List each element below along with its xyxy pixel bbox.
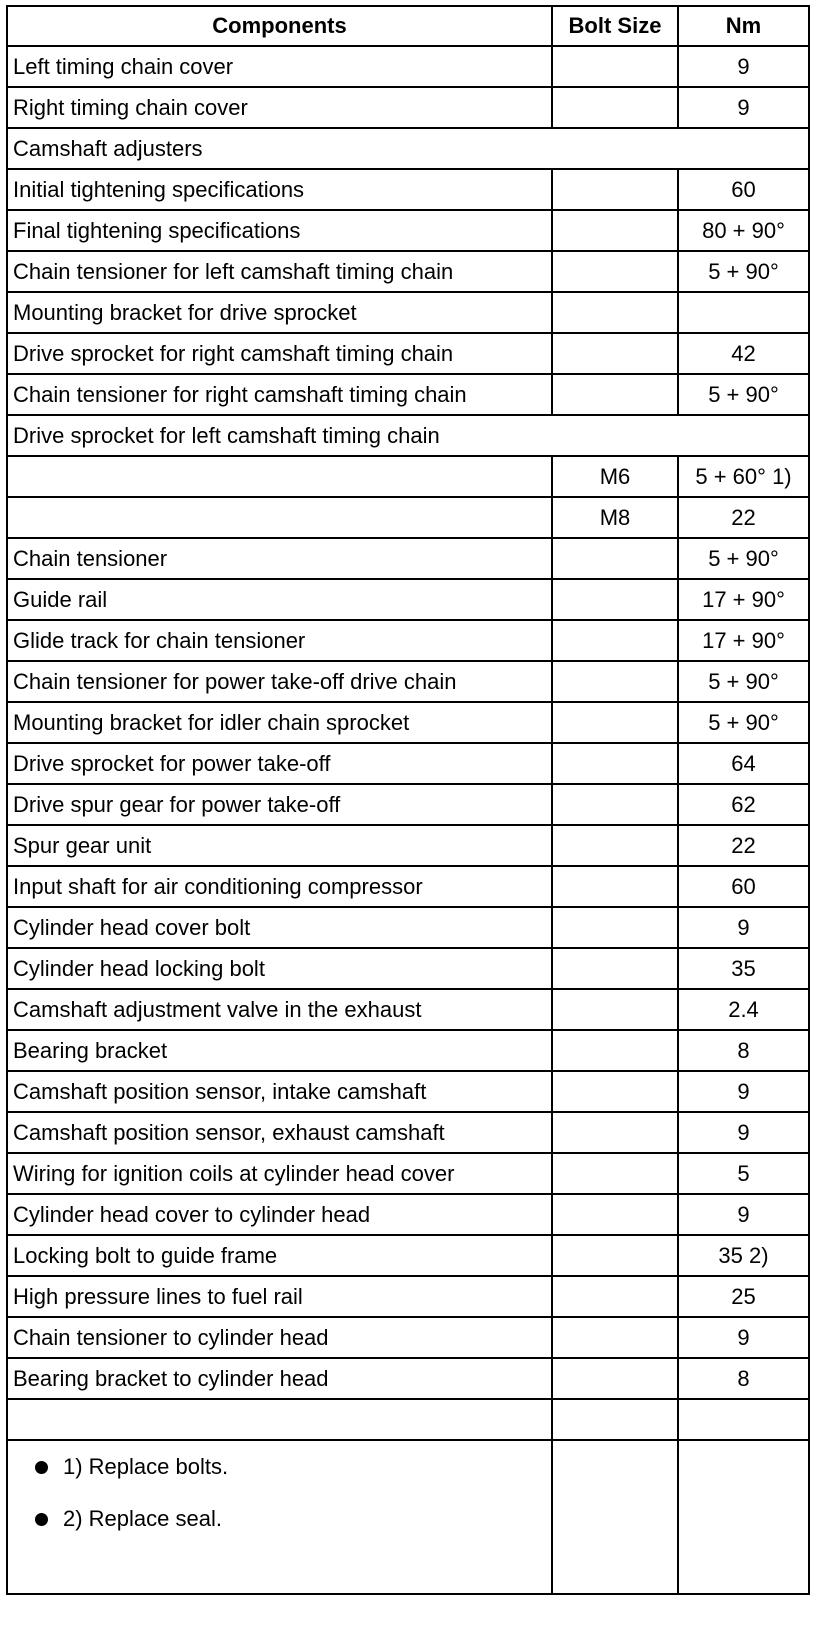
bolt-size-cell	[552, 1071, 678, 1112]
torque-value-cell: 60	[678, 866, 809, 907]
component-cell: Chain tensioner	[7, 538, 552, 579]
torque-value-cell: 25	[678, 1276, 809, 1317]
component-cell: Chain tensioner for right camshaft timing chain	[7, 374, 552, 415]
component-cell: Drive sprocket for power take-off	[7, 743, 552, 784]
bolt-size-cell	[552, 46, 678, 87]
bolt-size-cell	[552, 907, 678, 948]
torque-value-cell: 62	[678, 784, 809, 825]
torque-value-cell: 42	[678, 333, 809, 374]
component-cell: Spur gear unit	[7, 825, 552, 866]
note-text: 1) Replace bolts.	[63, 1454, 229, 1479]
table-row	[7, 1317, 809, 1358]
bolt-size-cell	[552, 866, 678, 907]
table-row	[7, 702, 809, 743]
table-row	[7, 538, 809, 579]
table-row	[7, 661, 809, 702]
table-row	[7, 251, 809, 292]
torque-value-cell: 22	[678, 825, 809, 866]
torque-value-cell: 5	[678, 1153, 809, 1194]
component-cell	[7, 497, 552, 538]
table-row	[7, 743, 809, 784]
torque-value-cell: 60	[678, 169, 809, 210]
torque-value-cell: 17 + 90°	[678, 579, 809, 620]
torque-value-cell: 9	[678, 87, 809, 128]
bolt-size-cell	[552, 702, 678, 743]
bullet-icon	[35, 1461, 48, 1474]
bolt-size-cell	[552, 1030, 678, 1071]
component-cell: Cylinder head cover bolt	[7, 907, 552, 948]
table-row	[7, 784, 809, 825]
empty-row	[7, 1399, 809, 1440]
bolt-size-cell	[552, 579, 678, 620]
torque-value-cell: 9	[678, 1071, 809, 1112]
torque-value-cell: 35	[678, 948, 809, 989]
bolt-size-cell	[552, 251, 678, 292]
table-row	[7, 210, 809, 251]
table-row	[7, 989, 809, 1030]
table-row	[7, 1235, 809, 1276]
header-row	[7, 6, 809, 46]
bolt-size-cell	[552, 1194, 678, 1235]
torque-value-cell: 9	[678, 907, 809, 948]
bolt-size-cell	[552, 169, 678, 210]
note-text: 2) Replace seal.	[63, 1506, 222, 1531]
torque-value-cell: 5 + 60° 1)	[678, 456, 809, 497]
component-cell: Locking bolt to guide frame	[7, 1235, 552, 1276]
component-cell: Chain tensioner to cylinder head	[7, 1317, 552, 1358]
empty-cell	[552, 1440, 678, 1594]
table-row	[7, 825, 809, 866]
component-cell: Initial tightening specifications	[7, 169, 552, 210]
notes-cell	[7, 1440, 552, 1594]
torque-value-cell: 5 + 90°	[678, 661, 809, 702]
bolt-size-cell	[552, 87, 678, 128]
table-row	[7, 415, 809, 456]
table-row	[7, 1071, 809, 1112]
torque-value-cell: 80 + 90°	[678, 210, 809, 251]
header-bolt-size: Bolt Size	[552, 6, 678, 46]
bullet-icon	[35, 1513, 48, 1526]
torque-value-cell: 9	[678, 46, 809, 87]
header-components: Components	[7, 6, 552, 46]
component-cell: Camshaft position sensor, exhaust camshaft	[7, 1112, 552, 1153]
component-cell: Cylinder head cover to cylinder head	[7, 1194, 552, 1235]
bolt-size-cell	[552, 292, 678, 333]
bolt-size-cell	[552, 1358, 678, 1399]
table-row	[7, 579, 809, 620]
empty-cell	[7, 1399, 552, 1440]
torque-value-cell: 5 + 90°	[678, 251, 809, 292]
torque-value-cell: 17 + 90°	[678, 620, 809, 661]
bolt-size-cell	[552, 743, 678, 784]
component-cell: High pressure lines to fuel rail	[7, 1276, 552, 1317]
table-row	[7, 497, 809, 538]
empty-cell	[678, 1440, 809, 1594]
note-item	[31, 1507, 546, 1559]
component-cell: Left timing chain cover	[7, 46, 552, 87]
bolt-size-cell	[552, 210, 678, 251]
bolt-size-cell	[552, 948, 678, 989]
component-cell: Mounting bracket for idler chain sprocket	[7, 702, 552, 743]
bolt-size-cell	[552, 1112, 678, 1153]
notes-row	[7, 1440, 809, 1594]
torque-value-cell: 9	[678, 1194, 809, 1235]
bolt-size-cell	[552, 1317, 678, 1358]
component-cell: Final tightening specifications	[7, 210, 552, 251]
component-cell: Input shaft for air conditioning compressor	[7, 866, 552, 907]
table-body	[7, 46, 809, 1594]
bolt-size-cell	[552, 1276, 678, 1317]
torque-value-cell: 5 + 90°	[678, 702, 809, 743]
table-row	[7, 1194, 809, 1235]
bolt-size-cell	[552, 1235, 678, 1276]
bolt-size-cell	[552, 784, 678, 825]
component-cell: Drive spur gear for power take-off	[7, 784, 552, 825]
component-cell: Cylinder head locking bolt	[7, 948, 552, 989]
table-row	[7, 87, 809, 128]
bolt-size-cell	[552, 374, 678, 415]
table-row	[7, 907, 809, 948]
table-row	[7, 620, 809, 661]
table-row	[7, 456, 809, 497]
empty-cell	[552, 1399, 678, 1440]
table-row	[7, 46, 809, 87]
bolt-size-cell	[552, 825, 678, 866]
table-row	[7, 1030, 809, 1071]
component-cell: Bearing bracket	[7, 1030, 552, 1071]
notes-list	[13, 1441, 546, 1559]
component-cell: Guide rail	[7, 579, 552, 620]
torque-value-cell: 8	[678, 1030, 809, 1071]
torque-value-cell: 8	[678, 1358, 809, 1399]
component-cell: Glide track for chain tensioner	[7, 620, 552, 661]
bolt-size-cell	[552, 620, 678, 661]
table-row	[7, 333, 809, 374]
component-cell: Camshaft adjustment valve in the exhaust	[7, 989, 552, 1030]
note-item	[31, 1455, 546, 1507]
bolt-size-cell	[552, 538, 678, 579]
table-row	[7, 374, 809, 415]
torque-value-cell: 22	[678, 497, 809, 538]
component-cell: Chain tensioner for left camshaft timing chain	[7, 251, 552, 292]
table-row	[7, 128, 809, 169]
torque-value-cell: 35 2)	[678, 1235, 809, 1276]
section-heading-cell: Drive sprocket for left camshaft timing chain	[7, 415, 809, 456]
table-row	[7, 1153, 809, 1194]
empty-cell	[678, 1399, 809, 1440]
bolt-size-cell: M8	[552, 497, 678, 538]
component-cell: Right timing chain cover	[7, 87, 552, 128]
table-row	[7, 866, 809, 907]
component-cell: Drive sprocket for right camshaft timing chain	[7, 333, 552, 374]
component-cell	[7, 456, 552, 497]
torque-value-cell: 5 + 90°	[678, 538, 809, 579]
torque-value-cell: 5 + 90°	[678, 374, 809, 415]
component-cell: Mounting bracket for drive sprocket	[7, 292, 552, 333]
torque-value-cell: 9	[678, 1112, 809, 1153]
section-heading-cell: Camshaft adjusters	[7, 128, 809, 169]
header-nm: Nm	[678, 6, 809, 46]
bolt-size-cell	[552, 661, 678, 702]
table-row	[7, 1112, 809, 1153]
component-cell: Wiring for ignition coils at cylinder head cover	[7, 1153, 552, 1194]
torque-value-cell	[678, 292, 809, 333]
table-row	[7, 1358, 809, 1399]
torque-spec-table	[6, 5, 810, 1595]
bolt-size-cell	[552, 989, 678, 1030]
component-cell: Bearing bracket to cylinder head	[7, 1358, 552, 1399]
table-row	[7, 948, 809, 989]
component-cell: Camshaft position sensor, intake camshaft	[7, 1071, 552, 1112]
torque-value-cell: 64	[678, 743, 809, 784]
bolt-size-cell	[552, 1153, 678, 1194]
torque-value-cell: 9	[678, 1317, 809, 1358]
component-cell: Chain tensioner for power take-off drive chain	[7, 661, 552, 702]
bolt-size-cell: M6	[552, 456, 678, 497]
table-row	[7, 292, 809, 333]
table-row	[7, 1276, 809, 1317]
bolt-size-cell	[552, 333, 678, 374]
table-row	[7, 169, 809, 210]
torque-value-cell: 2.4	[678, 989, 809, 1030]
